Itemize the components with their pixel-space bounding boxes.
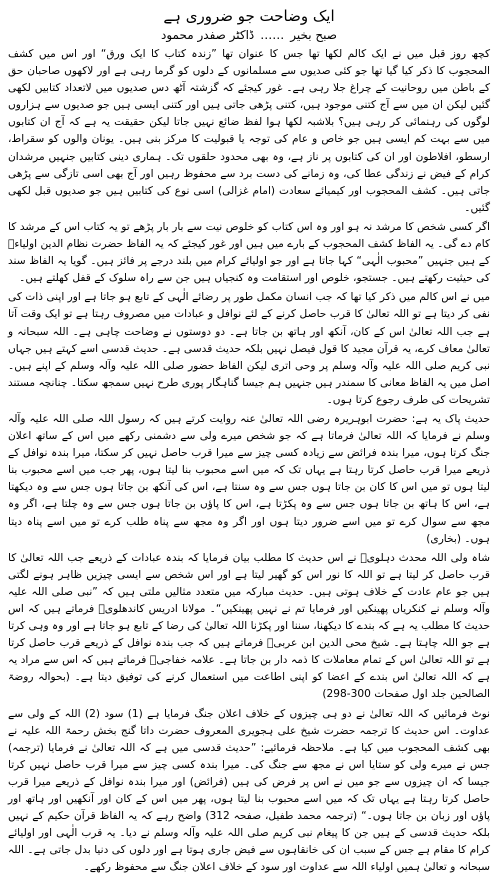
article-title: ایک وضاحت جو ضروری ہے [163,7,335,25]
paragraph: اگر کسی شخص کا مرشد نہ ہو اور وہ اس کتاب کو خلوص نیت سے بار بار پڑھے تو یہ کتاب اس کے مرشد کا کام دے گی۔ یہ الفاظ کشف المحجوب کے بارے میں ہیں اور غور کیجئے کہ یہ الفاظ حضرت نظام الدین اولیاءؒ کے ہیں جنہیں ”محبوب الٰہی“ کہا جاتا ہے اور جو اولیائے کرام میں بلند درجے پر فائز ہیں۔ گویا یہ الفاظ سند کی حیثیت رکھتے ہیں۔ جستجو، خلوص اور استقامت وہ کنجیاں ہیں جن سے راہ سلوک کے قفل کھلتے ہیں۔ [8,220,490,285]
article-body [8,46,490,877]
paragraph: کچھ روز قبل میں نے ایک کالم لکھا تھا جس کا عنوان تھا ”زندہ کتاب کا ایک ورق“ اور اس میں کشف المحجوب کا ذکر کیا گیا تھا جو کئی صدیوں سے مسلمانوں کے دلوں کو گرما رہی ہے اور لاکھوں صاحبان حق کے باطن میں روحانیت کے چراغ جلا رہی ہے۔ غور کیجئے کہ گزشتہ آٹھ دس صدیوں میں لاتعداد کتابیں لکھی گئیں لیکن ان میں سے آج کتنی موجود ہیں، کتنی پڑھی جاتی ہیں اور کتنی ایسی ہیں جو صدیوں سے ہزاروں لوگوں کی رہنمائی کر رہی ہیں؟ بلاشبہ لکھا ہوا لفظ ضائع نہیں جاتا لیکن حقیقت یہ ہے کہ آج ان کتابوں میں سے بہت کم ایسی ہیں جو خاص و عام کی توجہ یا قبولیت کا مرکز بنی ہیں۔ یونان والوں کو سقراط، ارسطو، افلاطون اور ان کی کتابوں پر ناز ہے، وہ بھی محدود حلقوں تک۔ ہماری دینی کتابیں جنہیں مرشدان کرام کے فیض نے زندگی عطا کی، وہ زمانے کی دست برد سے محفوظ رہیں اور آج بھی اسی تازگی سے پڑھی جاتی ہیں۔ کشف المحجوب اور کیمیائے سعادت (امام غزالی) اسی نوع کی کتابیں ہیں جو صدیوں قبل لکھی گئیں۔ [8,48,490,214]
byline-separator: …… [260,28,285,42]
column-name: صبح بخیر [290,28,337,42]
paragraph: شاہ ولی اللہ محدث دہلویؒ نے اس حدیث کا مطلب بیان فرمایا کہ بندہ عبادات کے ذریعے جب اللہ تعالیٰ کا قرب حاصل کر لیتا ہے تو اللہ کا نور اس کو گھیر لیتا ہے اور اس شخص سے ایسی چیزیں ظاہر ہونے لگتی ہیں جو عام عادت کے خلاف ہوتی ہیں۔ حدیث مبارکہ میں متعدد مثالیں ملتی ہیں کہ ”نبی صلی اللہ علیہ وآلہ وسلم نے کنکریاں پھینکیں اور فرمایا تم نے نہیں پھینکیں“۔ مولانا ادریس کاندھلویؒ فرماتے ہیں کہ اس حدیث کا مطلب یہ ہے کہ بندے کا دیکھنا، سننا اور پکڑنا اللہ تعالیٰ کی رضا کے تابع ہو جاتا ہے اور وہ وہی کرتا ہے جو اللہ چاہتا ہے۔ شیخ محی الدین ابن عربیؒ فرماتے ہیں کہ جب بندہ نوافل کے ذریعے قرب حاصل کرتا ہے تو اللہ تعالیٰ اس کے تمام معاملات کا ذمہ دار بن جاتا ہے۔ علامہ خفاجیؒ فرماتے ہیں کہ اس سے مراد یہ ہے کہ اللہ تعالیٰ اس بندے کے اعضا کو اپنی اطاعت میں استعمال کرنے کی توفیق دیتا ہے۔ (بحوالہ روضۃ الصالحین جلد اول صفحات 300-298) [8,551,490,701]
paragraph: حدیث پاک یہ ہے: حضرت ابوہریرہ رضی اللہ تعالیٰ عنہ روایت کرتے ہیں کہ رسول اللہ صلی اللہ علیہ وآلہ وسلم نے فرمایا کہ اللہ تعالیٰ فرماتا ہے کہ جو شخص میرے ولی سے دشمنی رکھے میں اس کے ساتھ اعلان جنگ کرتا ہوں، میرا بندہ فرائض سے زیادہ کسی چیز سے میرا قرب حاصل نہیں کر سکتا، میرا بندہ نوافل کے ذریعے میرا قرب حاصل کرتا رہتا ہے یہاں تک کہ میں اسے محبوب بنا لیتا ہوں، پھر جب میں اسے محبوب بنا لیتا ہوں تو میں اس کا کان بن جاتا ہوں جس سے وہ سنتا ہے، اس کی آنکھ بن جاتا ہوں جس سے وہ دیکھتا ہے، اس کا ہاتھ بن جاتا ہوں جس سے وہ پکڑتا ہے، اس کا پاؤں بن جاتا ہوں جس سے وہ چلتا ہے، اگر وہ مجھ سے سوال کرے تو میں اسے ضرور دیتا ہوں اور اگر وہ مجھ سے پناہ طلب کرے تو میں اسے پناہ دیتا ہوں۔ (بخاری) [8,412,490,545]
byline [8,26,490,44]
author-name: ڈاکٹر صفدر محمود [161,28,255,42]
paragraph: نوٹ فرمائیں کہ اللہ تعالیٰ نے دو ہی چیزوں کے خلاف اعلان جنگ فرمایا ہے (1) سود (2) اللہ کے ولی سے عداوت۔ اس حدیث کا ترجمہ حضرت شیخ علی ہجویری المعروف حضرت داتا گنج بخش رحمۃ اللہ علیہ نے بھی کشف المحجوب میں کیا ہے۔ ملاحظہ فرمائیے: ”حدیث قدسی میں ہے کہ اللہ تعالیٰ نے فرمایا (ترجمہ) جس نے میرے ولی کو ستایا اس نے مجھ سے جنگ کی۔ میرا بندہ کسی چیز سے میرا قرب حاصل نہیں کرتا جیسا کہ ان چیزوں سے جو میں نے اس پر فرض کی ہیں (فرائض) اور میرا بندہ نوافل کے ذریعے میرا قرب حاصل کرتا رہتا ہے یہاں تک کہ میں اسے محبوب بنا لیتا ہوں، پھر میں اس کے کان اور آنکھیں اور ہاتھ اور پاؤں اور زبان بن جاتا ہوں۔“ (ترجمہ محمد طفیل، صفحہ 312) واضح رہے کہ یہ الفاظ قرآن حکیم کے نہیں بلکہ حدیث قدسی کے ہیں جن کا پیغام نبی کریم صلی اللہ علیہ وآلہ وسلم نے دیا۔ یہ قرب الٰہی اور اولیائے کرام کا مقام ہے جس کے سبب ان کی خانقاہوں سے فیض جاری ہوتا ہے اور دلوں کی دنیا بدل جاتی ہے۔ اللہ سبحانہ و تعالیٰ ہمیں اولیاء اللہ سے عداوت اور سود کے خلاف اعلان جنگ سے محفوظ رکھے۔ [8,707,490,874]
paragraph: میں نے اس کالم میں ذکر کیا تھا کہ جب انسان مکمل طور پر رضائے الٰہی کے تابع ہو جاتا ہے اور اپنی ذات کی نفی کر دیتا ہے تو اللہ تعالیٰ کا قرب حاصل کرنے کے لئے نوافل و عبادات میں مصروف رہتا ہے تو ایک وقت آتا ہے جب اللہ تعالیٰ اس کے کان، آنکھ اور ہاتھ بن جاتا ہے۔ دو دوستوں نے وضاحت چاہی ہے۔ اللہ سبحانہ و تعالیٰ معاف کرے، یہ قرآن مجید کا قول فیصل نہیں بلکہ حدیث قدسی ہے۔ حدیث قدسی اسے کہتے ہیں جہاں نبی کریم صلی اللہ علیہ وآلہ وسلم پر وحی اتری لیکن الفاظ حضور صلی اللہ علیہ وآلہ وسلم کے اپنے ہیں۔ اصل میں یہ الفاظ معانی کا سمندر ہیں جنہیں ہم جیسا گناہگار پوری طرح نہیں سمجھ سکتا۔ چنانچہ مستند تشریحات کی طرف رجوع کرتا ہوں۔ [8,291,490,406]
